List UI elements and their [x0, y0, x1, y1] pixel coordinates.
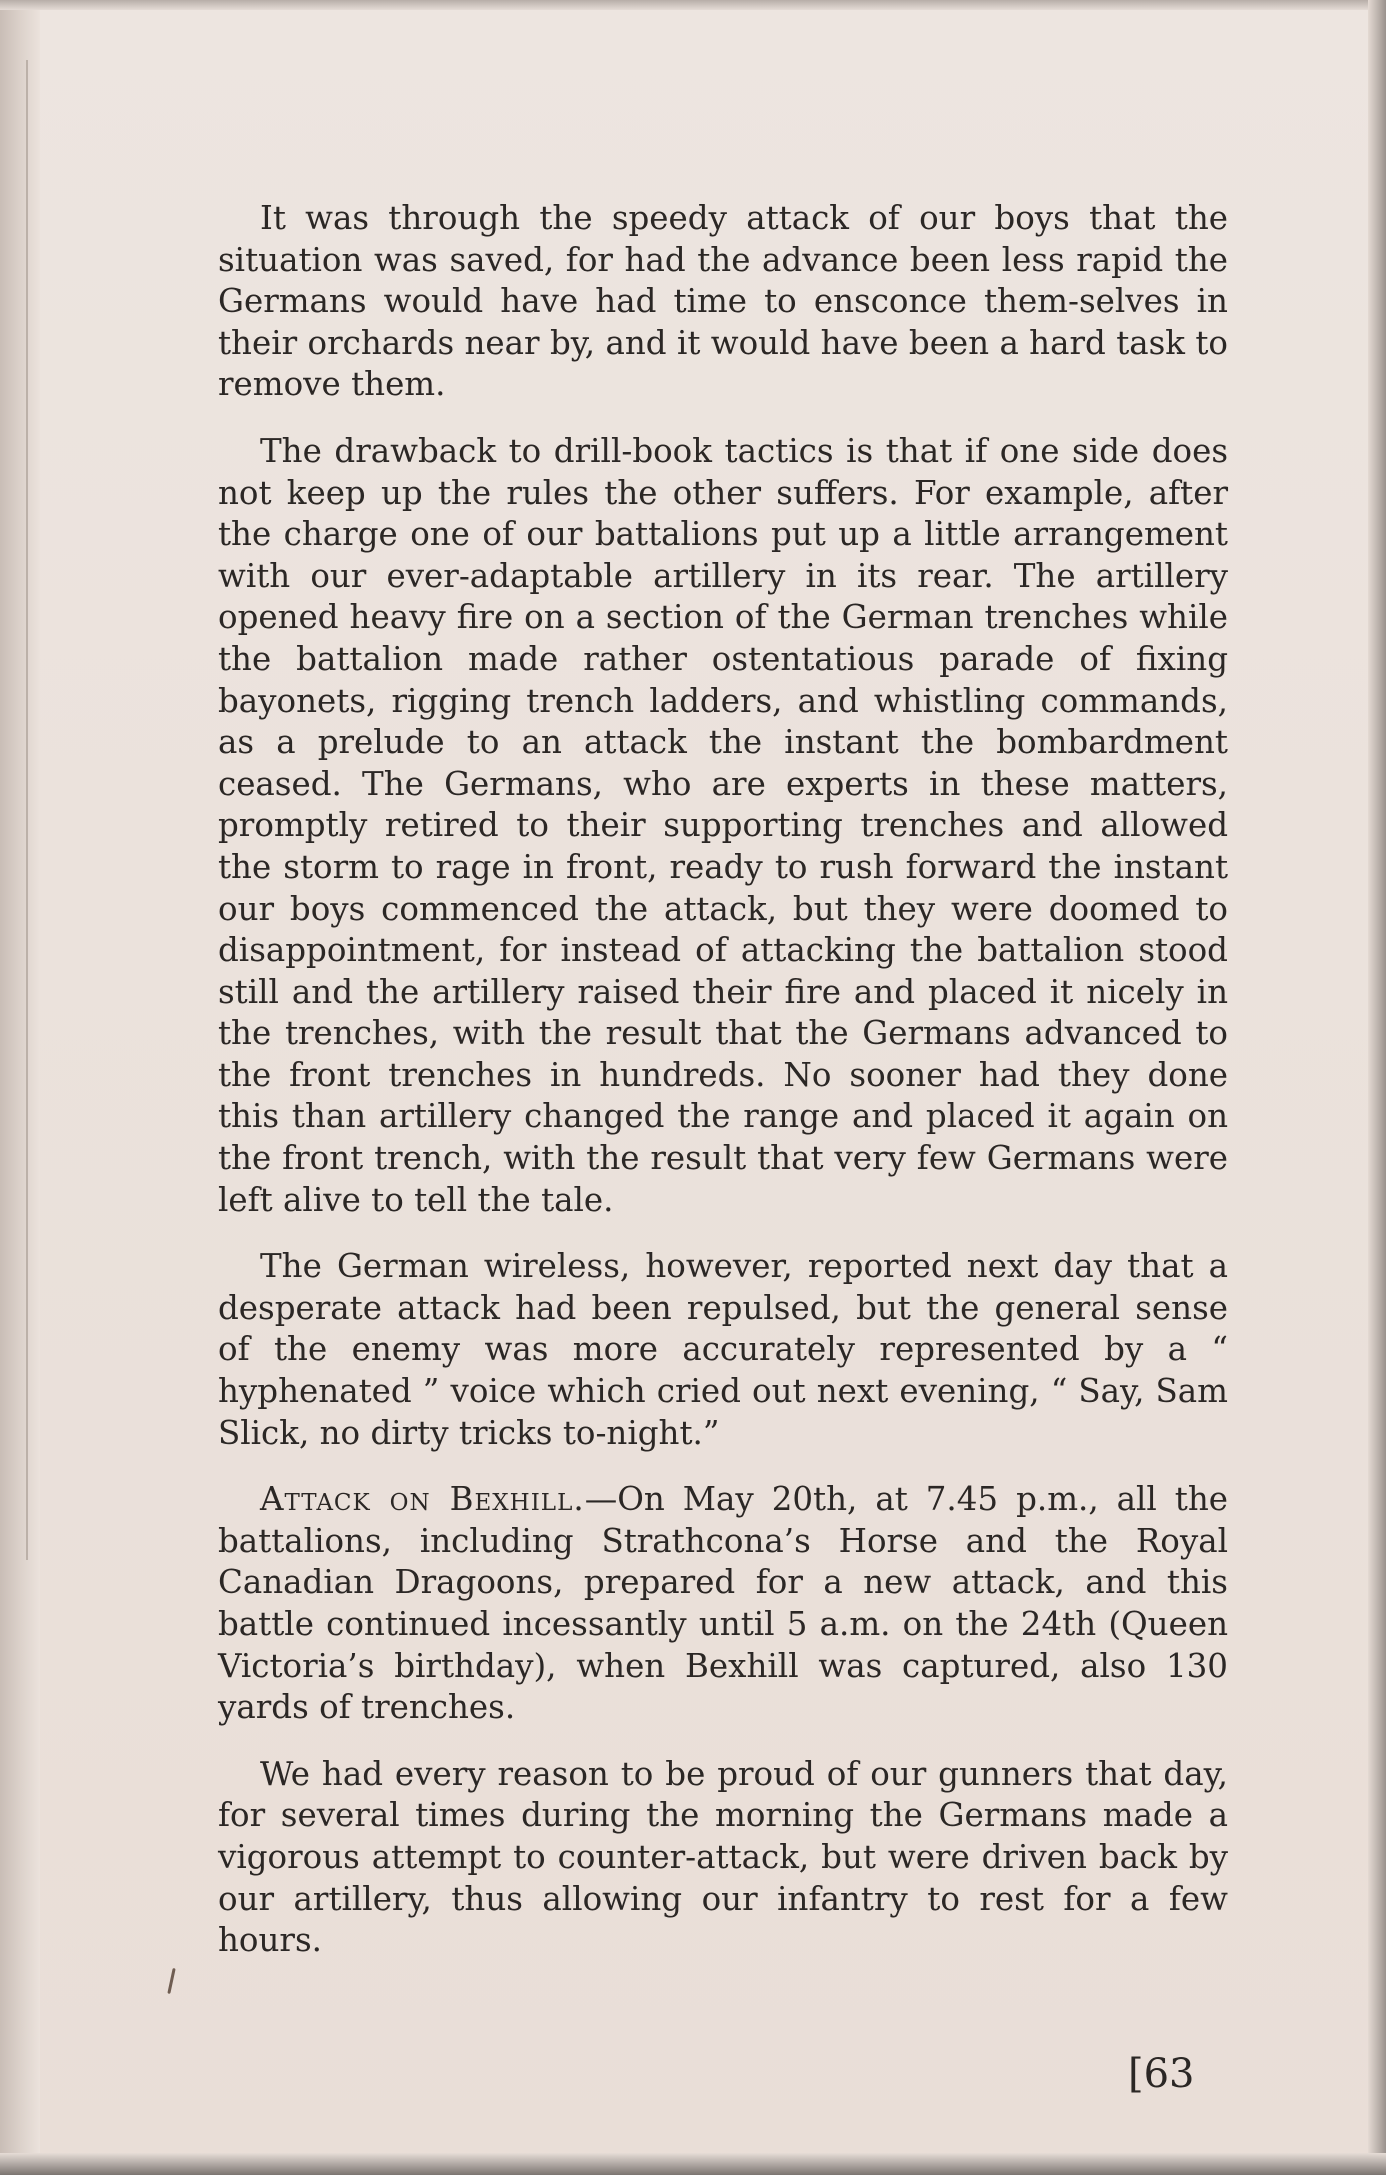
page-gutter [0, 0, 40, 2175]
right-page-edge [1368, 0, 1386, 2175]
paragraph-4 [218, 1479, 1228, 1729]
body-text [218, 198, 1228, 1962]
paragraph-3: The German wireless, however, reported next day that a desperate attack had been repulsed, but the general sense of the enemy was more accurately represented by a “ hyphenated ” voice which cried out next evening, “ Say, Sam Slick, no dirty tricks to-night.” [218, 1247, 1228, 1452]
binding-line [26, 60, 28, 1560]
paragraph-1: It was through the speedy attack of our boys that the situation was saved, for had the advance been less rapid the Germans would have had time to ensconce them-selves in their orchards near by, and it would have been a hard task to remove them. [218, 199, 1228, 404]
pencil-mark [167, 1968, 175, 1994]
page-number: [63 [1128, 2051, 1195, 2097]
paragraph-2: The drawback to drill-book tactics is that if one side does not keep up the rules the other suffers. For example, after the charge one of our battalions put up a little arrangement with our ever-adaptable artillery in its rear. The artillery opened heavy fire on a section of the German trenches while the battalion made rather ostentatious parade of fixing bayonets, rigging trench ladders, and whistling commands, as a prelude to an attack the instant the bombardment ceased. The Germans, who are experts in these matters, promptly retired to their supporting trenches and allowed the storm to rage in front, ready to rush forward the instant our boys commenced the attack, but they were doomed to disappointment, for instead of attacking the battalion stood still and the artillery raised their fire and placed it nicely in the trenches, with the result that the Germans advanced to the front trenches in hundreds. No sooner had they done this than artillery changed the range and placed it again on the front trench, with the result that very few Germans were left alive to tell the tale. [218, 431, 1228, 1219]
top-page-edge [0, 0, 1386, 10]
bottom-page-edge [0, 2153, 1386, 2175]
section-heading: Attack on Bexhill. [260, 1480, 585, 1519]
paragraph-5: We had every reason to be proud of our gunners that day, for several times during the morning the Germans made a vigorous attempt to counter-attack, but were driven back by our artillery, thus allowing our infantry to rest for a few hours. [218, 1754, 1228, 1960]
paragraph-4-text: —On May 20th, at 7.45 p.m., all the battalions, including Strathcona’s Horse and the Royal Canadian Dragoons, prepared for a new attack, and this battle continued incessantly until 5 a.m. on the 24th (Queen Victoria’s birthday), when Bexhill was captured, also 130 yards of trenches. [218, 1480, 1228, 1727]
